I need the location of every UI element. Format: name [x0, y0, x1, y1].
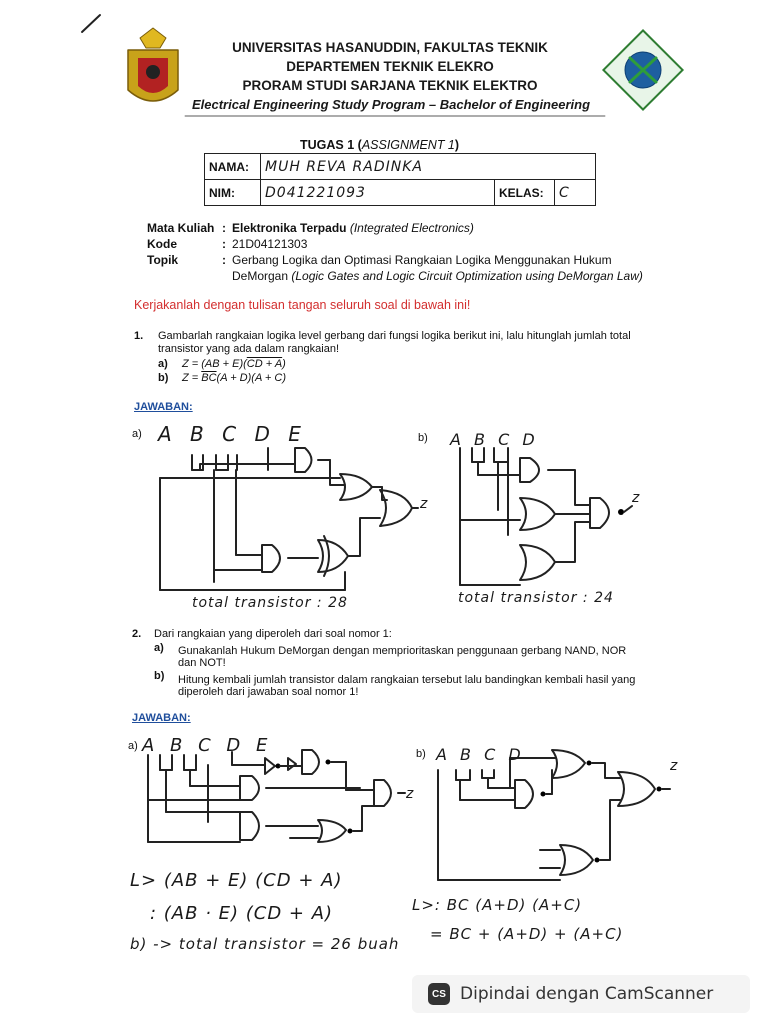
camscanner-text: Dipindai dengan CamScanner: [460, 984, 714, 1004]
topik-line2-plain: DeMorgan: [232, 269, 292, 283]
q2-number: 2.: [132, 628, 142, 640]
kode-label: Kode: [147, 237, 177, 251]
topik-line1: Gerbang Logika dan Optimasi Rangkaian Logika Menggunakan Hukum: [232, 253, 612, 267]
jawaban2-b-inputs: A B C D: [436, 745, 525, 764]
q1-a-label: a): [158, 358, 168, 370]
jawaban2-eq-a3: b) -> total transistor = 26 buah: [130, 935, 400, 953]
jawaban1-a-label: a): [132, 428, 142, 440]
header-university: UNIVERSITAS HASANUDDIN, FAKULTAS TEKNIK: [232, 40, 548, 55]
mk-colon: :: [222, 221, 226, 235]
q1-text2: transistor yang ada dalam rangkaian!: [158, 343, 339, 355]
q1-b-expr-bar: $\overline{BC}$: [201, 372, 217, 384]
topik-colon: :: [222, 253, 226, 267]
q2-a-text1: Gunakanlah Hukum DeMorgan dengan memprioritaskan penggunaan gerbang NAND, NOR: [178, 645, 627, 657]
circuit-1b: [460, 448, 632, 585]
program-logo: [603, 30, 682, 109]
jawaban2-eq-b1: L>: BC (A+D) (A+C): [412, 896, 583, 914]
jawaban1-b-label: b): [418, 432, 428, 444]
nama-label: NAMA:: [205, 154, 261, 180]
nim-label: NIM:: [205, 180, 261, 206]
university-logo: [128, 28, 178, 101]
q2-b-label: b): [154, 670, 165, 682]
jawaban1-heading: JAWABAN:: [134, 401, 193, 413]
jawaban2-a-label: a): [128, 740, 138, 752]
q2-b-text1: Hitung kembali jumlah transistor dalam rangkaian tersebut lalu bandingkan kembali hasil yang: [178, 674, 636, 686]
kelas-label: KELAS:: [495, 180, 555, 206]
jawaban2-a-output: z: [406, 786, 415, 802]
topik-label: Topik: [147, 253, 179, 267]
camscanner-watermark: [412, 975, 750, 1013]
q2-text: Dari rangkaian yang diperoleh dari soal nomor 1:: [154, 628, 392, 640]
q2-a-label: a): [154, 642, 164, 654]
assignment-title-italic: ASSIGNMENT 1: [361, 138, 455, 152]
mk-value-main: Elektronika Terpadu: [232, 221, 347, 235]
jawaban2-b-label: b): [416, 748, 426, 760]
jawaban1-a-inputs: A B C D E: [158, 422, 307, 446]
q1-number: 1.: [134, 330, 144, 342]
q2-b-text2: diperoleh dari jawaban soal nomor 1!: [178, 686, 359, 698]
jawaban1-a-total: total transistor : 28: [192, 595, 348, 611]
student-info-table: [204, 153, 596, 206]
header-department: DEPARTEMEN TEKNIK ELEKRO: [286, 59, 494, 74]
mk-label: Mata Kuliah: [147, 221, 215, 235]
circuit-2b: [438, 750, 670, 880]
nama-field[interactable]: MUH REVA RADINKA: [261, 154, 596, 180]
q1-text1: Gambarlah rangkaian logika level gerbang dari fungsi logika berikut ini, lalu hitunglah jumlah total: [158, 330, 631, 342]
pen-mark: [82, 15, 100, 32]
jawaban1-b-output: z: [632, 490, 641, 506]
q2-a-text2: dan NOT!: [178, 657, 226, 669]
jawaban2-eq-a1: L> (AB + E) (CD + A): [130, 870, 343, 891]
q1-a-expr-bar: CD + A: [246, 358, 283, 370]
jawaban2-heading: JAWABAN:: [132, 712, 191, 724]
mk-value: [232, 221, 474, 235]
q1-b-label: b): [158, 372, 169, 384]
assignment-title: [300, 138, 459, 152]
topik-line2: [232, 269, 643, 283]
instruction-text: Kerjakanlah dengan tulisan tangan seluruh soal di bawah ini!: [134, 298, 471, 312]
jawaban2-b-output: z: [670, 758, 679, 774]
assignment-title-prefix: TUGAS 1 (: [300, 138, 362, 152]
jawaban1-a-output: z: [420, 496, 429, 512]
header-english: Electrical Engineering Study Program – Bachelor of Engineering: [191, 97, 591, 112]
mk-value-italic: (Integrated Electronics): [349, 221, 474, 235]
nim-field[interactable]: D041221093: [261, 180, 495, 206]
assignment-title-suffix: ): [454, 138, 460, 152]
jawaban2-eq-b2: = BC + (A+D) + (A+C): [430, 925, 624, 943]
jawaban2-a-inputs: A B C D E: [142, 735, 273, 756]
jawaban1-b-inputs: A B C D: [450, 430, 539, 449]
q1-a-expr-pre: Z = (AB + E)(: [182, 358, 247, 370]
q1-b-expr-pre: Z =: [182, 372, 202, 384]
jawaban1-b-total: total transistor : 24: [458, 590, 614, 606]
jawaban2-eq-a2: : (AB · E) (CD + A): [150, 903, 334, 924]
kelas-field[interactable]: C: [555, 180, 596, 206]
topik-line2-italic: (Logic Gates and Logic Circuit Optimization using DeMorgan Law): [291, 269, 643, 283]
q1-b-expr: [182, 372, 286, 385]
header-program: PRORAM STUDI SARJANA TEKNIK ELEKTRO: [242, 78, 538, 93]
circuit-1a: [160, 448, 418, 590]
q1-a-expr-post: ): [282, 358, 286, 370]
q1-a-expr: [182, 358, 286, 371]
circuit-2a: [148, 750, 405, 842]
kode-value: 21D04121303: [232, 237, 308, 251]
kode-colon: :: [222, 237, 226, 251]
camscanner-icon: CS: [428, 983, 450, 1005]
q1-b-expr-post: (A + D)(A + C): [216, 372, 287, 384]
